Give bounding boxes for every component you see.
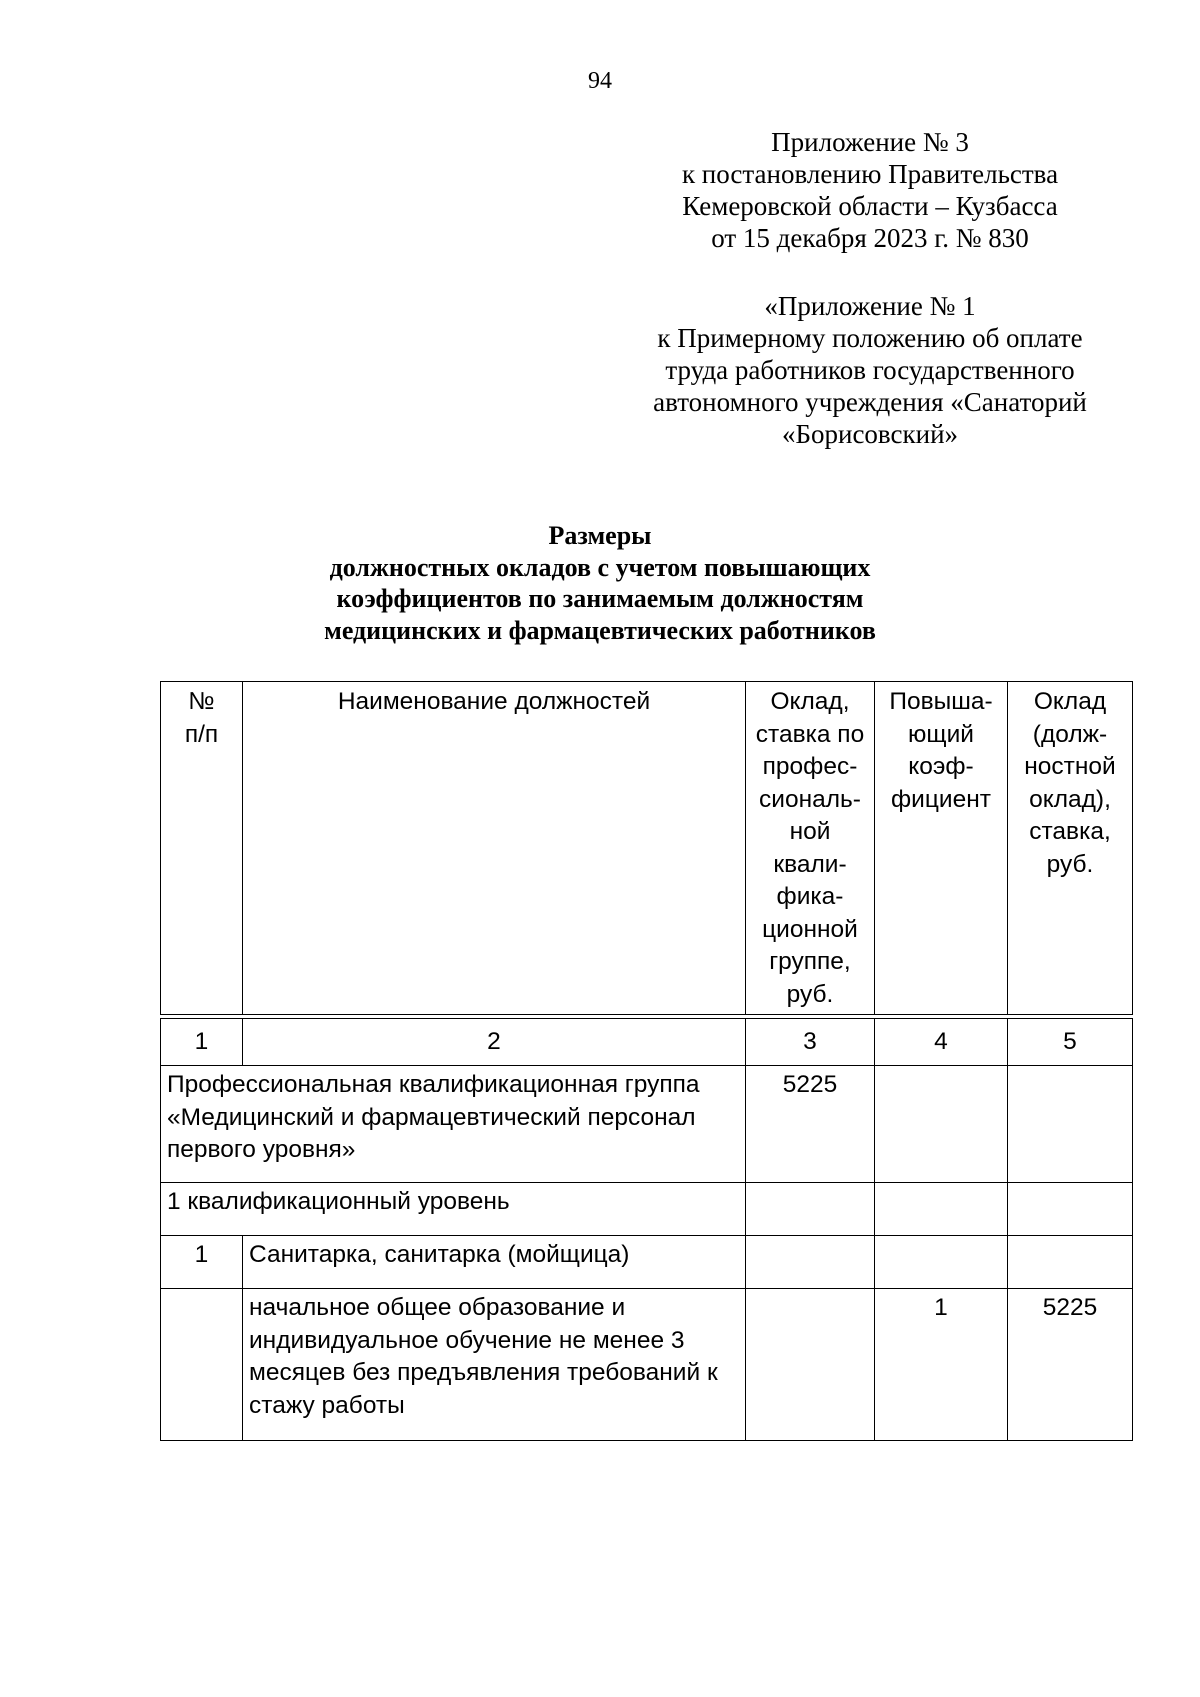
header-coefficient: Повыша- ющий коэф- фициент (875, 682, 1008, 1015)
appendix-3-line: от 15 декабря 2023 г. № 830 (711, 223, 1029, 253)
empty-cell (1008, 1066, 1133, 1183)
requirement-coefficient-cell: 1 (875, 1289, 1008, 1441)
header-base-rate: Оклад, ставка по профес- сиональ- ной квали- фика- ционной группе, руб. (746, 682, 875, 1015)
empty-cell (1008, 1236, 1133, 1289)
empty-cell (875, 1183, 1008, 1236)
header-salary: Оклад (долж- ностной оклад), ставка, руб. (1008, 682, 1133, 1015)
column-number: 2 (243, 1019, 746, 1066)
header-position-name: Наименование должностей (243, 682, 746, 1015)
header-number: № п/п (161, 682, 243, 1015)
column-number: 1 (161, 1019, 243, 1066)
position-name-cell: Санитарка, санитарка (мойщица) (243, 1236, 746, 1289)
appendix-1-line: к Примерному положению об оплате (657, 323, 1083, 353)
empty-cell (1008, 1183, 1133, 1236)
page-number: 94 (588, 68, 612, 94)
table-row (161, 1183, 1133, 1236)
requirement-text-cell: начальное общее образование и индивидуальное обучение не менее 3 месяцев без предъявления требований к стажу работы (243, 1289, 746, 1441)
table-row (161, 1236, 1133, 1289)
appendix-1-block (600, 290, 1140, 450)
title-line: Размеры (548, 521, 652, 550)
empty-cell (746, 1183, 875, 1236)
position-number-cell: 1 (161, 1236, 243, 1289)
column-number-row (161, 1019, 1133, 1066)
document-title (0, 520, 1200, 646)
empty-cell (746, 1236, 875, 1289)
appendix-3-block (600, 126, 1140, 254)
level-name-cell: 1 квалификационный уровень (161, 1183, 746, 1236)
appendix-1-line: «Борисовский» (781, 419, 959, 449)
salary-table-container (160, 681, 1132, 1441)
appendix-1-line: труда работников государственного (665, 355, 1075, 385)
appendix-1-line: «Приложение № 1 (764, 291, 976, 321)
empty-cell (875, 1236, 1008, 1289)
salary-table (160, 681, 1133, 1441)
column-number: 4 (875, 1019, 1008, 1066)
appendix-3-line: к постановлению Правительства (681, 159, 1059, 189)
requirement-salary-cell: 5225 (1008, 1289, 1133, 1441)
appendix-3-line: Кемеровской области – Кузбасса (682, 191, 1058, 221)
empty-cell (875, 1066, 1008, 1183)
empty-cell (161, 1289, 243, 1441)
table-header-row (161, 682, 1133, 1015)
title-line: медицинских и фармацевтических работников (324, 615, 876, 645)
table-row (161, 1289, 1133, 1441)
group-rate-cell: 5225 (746, 1066, 875, 1183)
title-line: должностных окладов с учетом повышающих (329, 552, 871, 582)
appendix-3-line: Приложение № 3 (771, 127, 969, 157)
column-number: 5 (1008, 1019, 1133, 1066)
table-row (161, 1066, 1133, 1183)
appendix-1-line: автономного учреждения «Санаторий (653, 387, 1087, 417)
group-name-cell: Профессиональная квалификационная группа «Медицинский и фармацевтический персонал первого уровня» (161, 1066, 746, 1183)
empty-cell (746, 1289, 875, 1441)
title-line: коэффициентов по занимаемым должностям (336, 584, 864, 613)
column-number: 3 (746, 1019, 875, 1066)
